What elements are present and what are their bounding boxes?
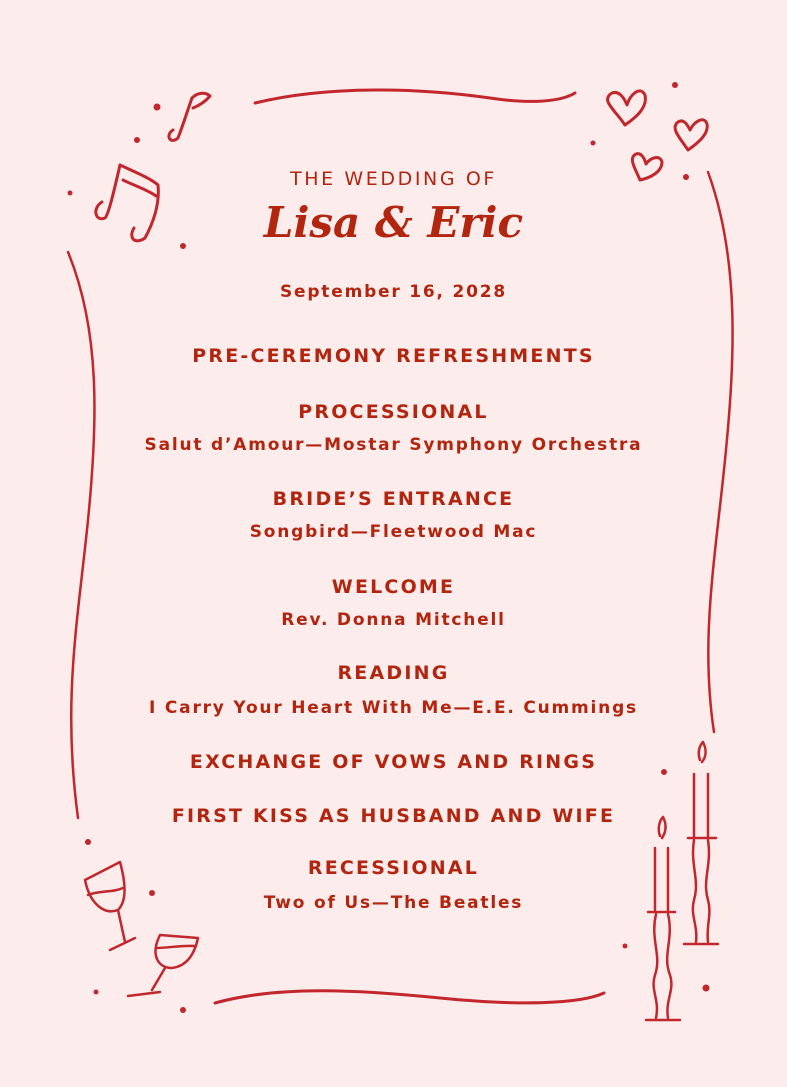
brides-entrance-detail: Songbird—Fleetwood Mac bbox=[249, 522, 538, 542]
program-item-recessional: RECESSIONAL bbox=[307, 857, 480, 879]
wedding-date: September 16, 2028 bbox=[279, 282, 508, 302]
recessional-detail: Two of Us—The Beatles bbox=[263, 893, 524, 913]
couple-names: Lisa & Eric bbox=[263, 198, 524, 247]
welcome-detail: Rev. Donna Mitchell bbox=[281, 610, 506, 630]
program-item-vows-and-rings: EXCHANGE OF VOWS AND RINGS bbox=[189, 751, 598, 773]
reading-detail: I Carry Your Heart With Me—E.E. Cummings bbox=[149, 698, 638, 718]
program-item-pre-ceremony: PRE-CEREMONY REFRESHMENTS bbox=[192, 345, 595, 367]
processional-detail: Salut d’Amour—Mostar Symphony Orchestra bbox=[144, 435, 643, 455]
top-border-line bbox=[255, 90, 575, 103]
program-item-reading: READING bbox=[337, 662, 450, 684]
program-item-brides-entrance: BRIDE’S ENTRANCE bbox=[272, 488, 515, 510]
candles-icon bbox=[623, 742, 719, 1020]
program-item-first-kiss: FIRST KISS AS HUSBAND AND WIFE bbox=[171, 805, 616, 827]
hearts-icon bbox=[591, 82, 708, 180]
program-item-processional: PROCESSIONAL bbox=[298, 401, 489, 423]
program-item-welcome: WELCOME bbox=[331, 576, 456, 598]
bottom-border-line bbox=[215, 991, 604, 1003]
wedding-kicker: THE WEDDING OF bbox=[290, 168, 497, 190]
